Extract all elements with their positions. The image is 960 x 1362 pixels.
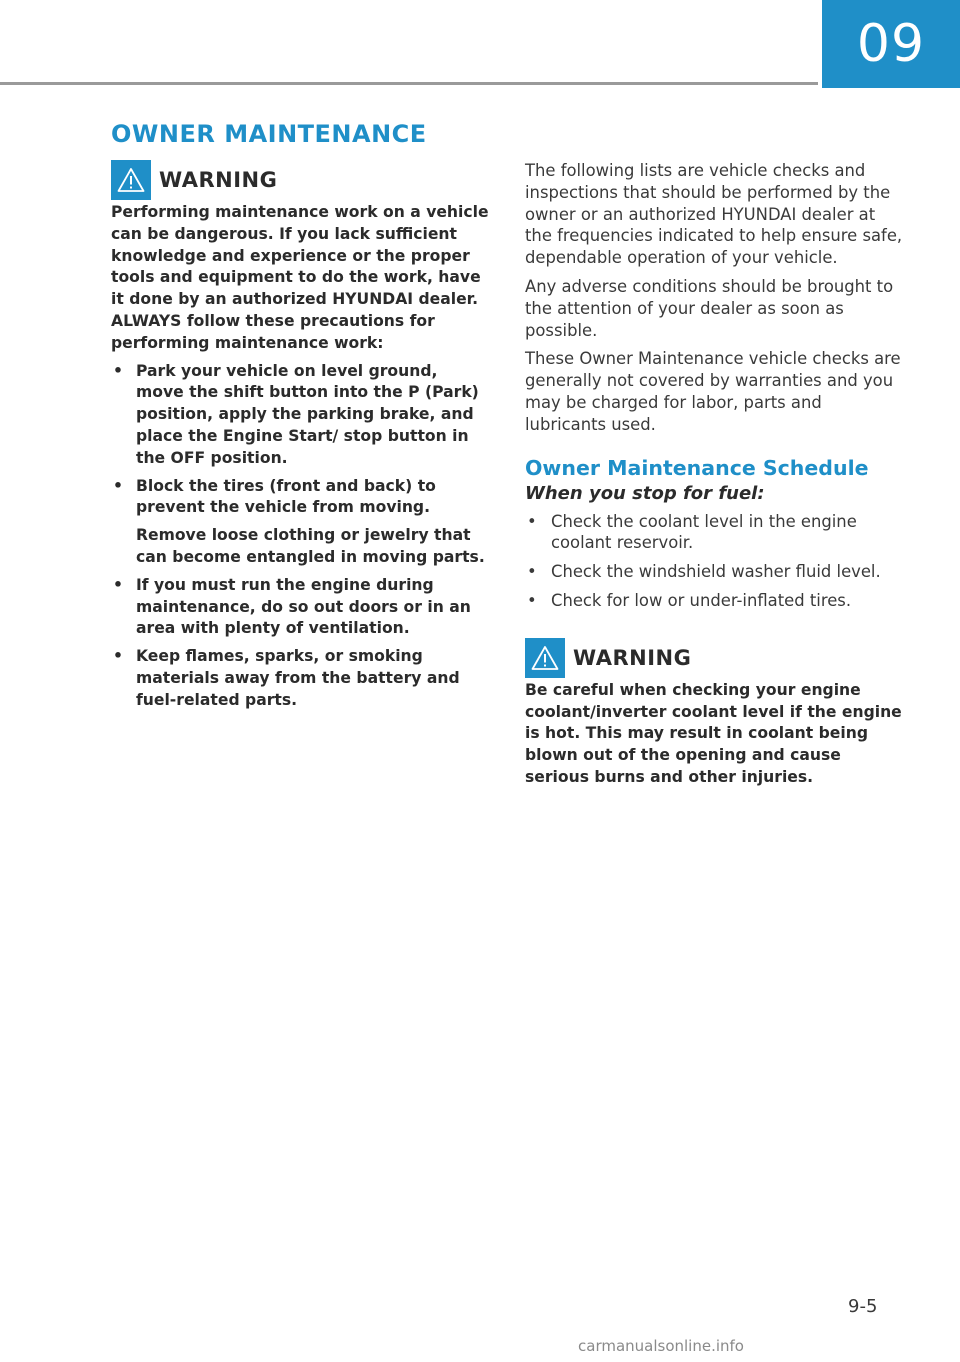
chapter-tab: 09 [822, 0, 960, 88]
warning-label: WARNING [573, 645, 692, 670]
warning-bullet-list [111, 361, 489, 712]
body-paragraph: The following lists are vehicle checks and inspections that should be performed by the owner or an authorized HYUNDAI dealer at the frequencies indicated to help ensure safe, dependable operation of your vehicle. [525, 161, 903, 268]
coolant-warning [525, 638, 905, 789]
header-rule [0, 82, 818, 85]
warning-triangle-icon [111, 160, 151, 200]
fuel-stop-title: When you stop for fuel: [525, 482, 765, 504]
warning-label: WARNING [159, 168, 278, 192]
bullet-mark: • [113, 476, 123, 495]
coolant-warning-text: Be careful when checking your engine coolant/inverter coolant level if the engine is hot. This may result in coolant being blown out of the opening and cause serious burns and other injuries. [525, 680, 902, 786]
warning-intro: Performing maintenance work on a vehicle can be dangerous. If you lack sufficient knowledge and experience or the proper tools and equipment to do the work, have it done by an authorized HYUNDAI dealer. ALWAYS follow these precautions for performing maintenance work: [111, 203, 489, 352]
warning-bullet-item: • Keep flames, sparks, or smoking materials away from the battery and fuel-related parts. [113, 647, 460, 709]
warning-bullet-item: • Park your vehicle on level ground, move the shift button into the P (Park) position, apply the parking brake, and place the Engine Start/ stop button in the OFF position. [113, 361, 479, 467]
warning-triangle-icon [525, 638, 565, 678]
warning-bullet-item: • Block the tires (front and back) to prevent the vehicle from moving. Remove loose clothing or jewelry that can become entangled in moving parts. [111, 476, 489, 569]
warning-bullet-continuation: Remove loose clothing or jewelry that can become entangled in moving parts. [136, 526, 485, 566]
bullet-mark: • [113, 361, 123, 380]
fuel-check-item: • Check for low or under-inflated tires. [527, 590, 852, 610]
schedule-title: Owner Maintenance Schedule [525, 455, 869, 480]
section-title: OWNER MAINTENANCE [111, 120, 427, 148]
warning-bullet-item: • If you must run the engine during maintenance, do so out doors or in an area with plenty of ventilation. [113, 575, 471, 638]
warning-header [525, 638, 905, 678]
fuel-check-list [525, 511, 905, 612]
watermark: carmanualsonline.info [578, 1337, 744, 1355]
bullet-mark: • [113, 647, 123, 666]
fuel-check-item: • Check the coolant level in the engine coolant reservoir. [527, 511, 857, 553]
bullet-mark: • [527, 562, 537, 582]
left-column [111, 160, 489, 718]
fuel-check-item: • Check the windshield washer fluid level. [527, 562, 881, 582]
page-number: 9-5 [848, 1296, 878, 1317]
body-paragraph: Any adverse conditions should be brought to the attention of your dealer as soon as possible. [525, 276, 894, 340]
right-column [525, 160, 905, 789]
body-paragraph: These Owner Maintenance vehicle checks are generally not covered by warranties and you may be charged for labor, parts and lubricants used. [525, 349, 901, 434]
warning-header [111, 160, 489, 200]
bullet-mark: • [527, 511, 537, 531]
bullet-mark: • [527, 590, 537, 610]
bullet-mark: • [113, 575, 123, 594]
